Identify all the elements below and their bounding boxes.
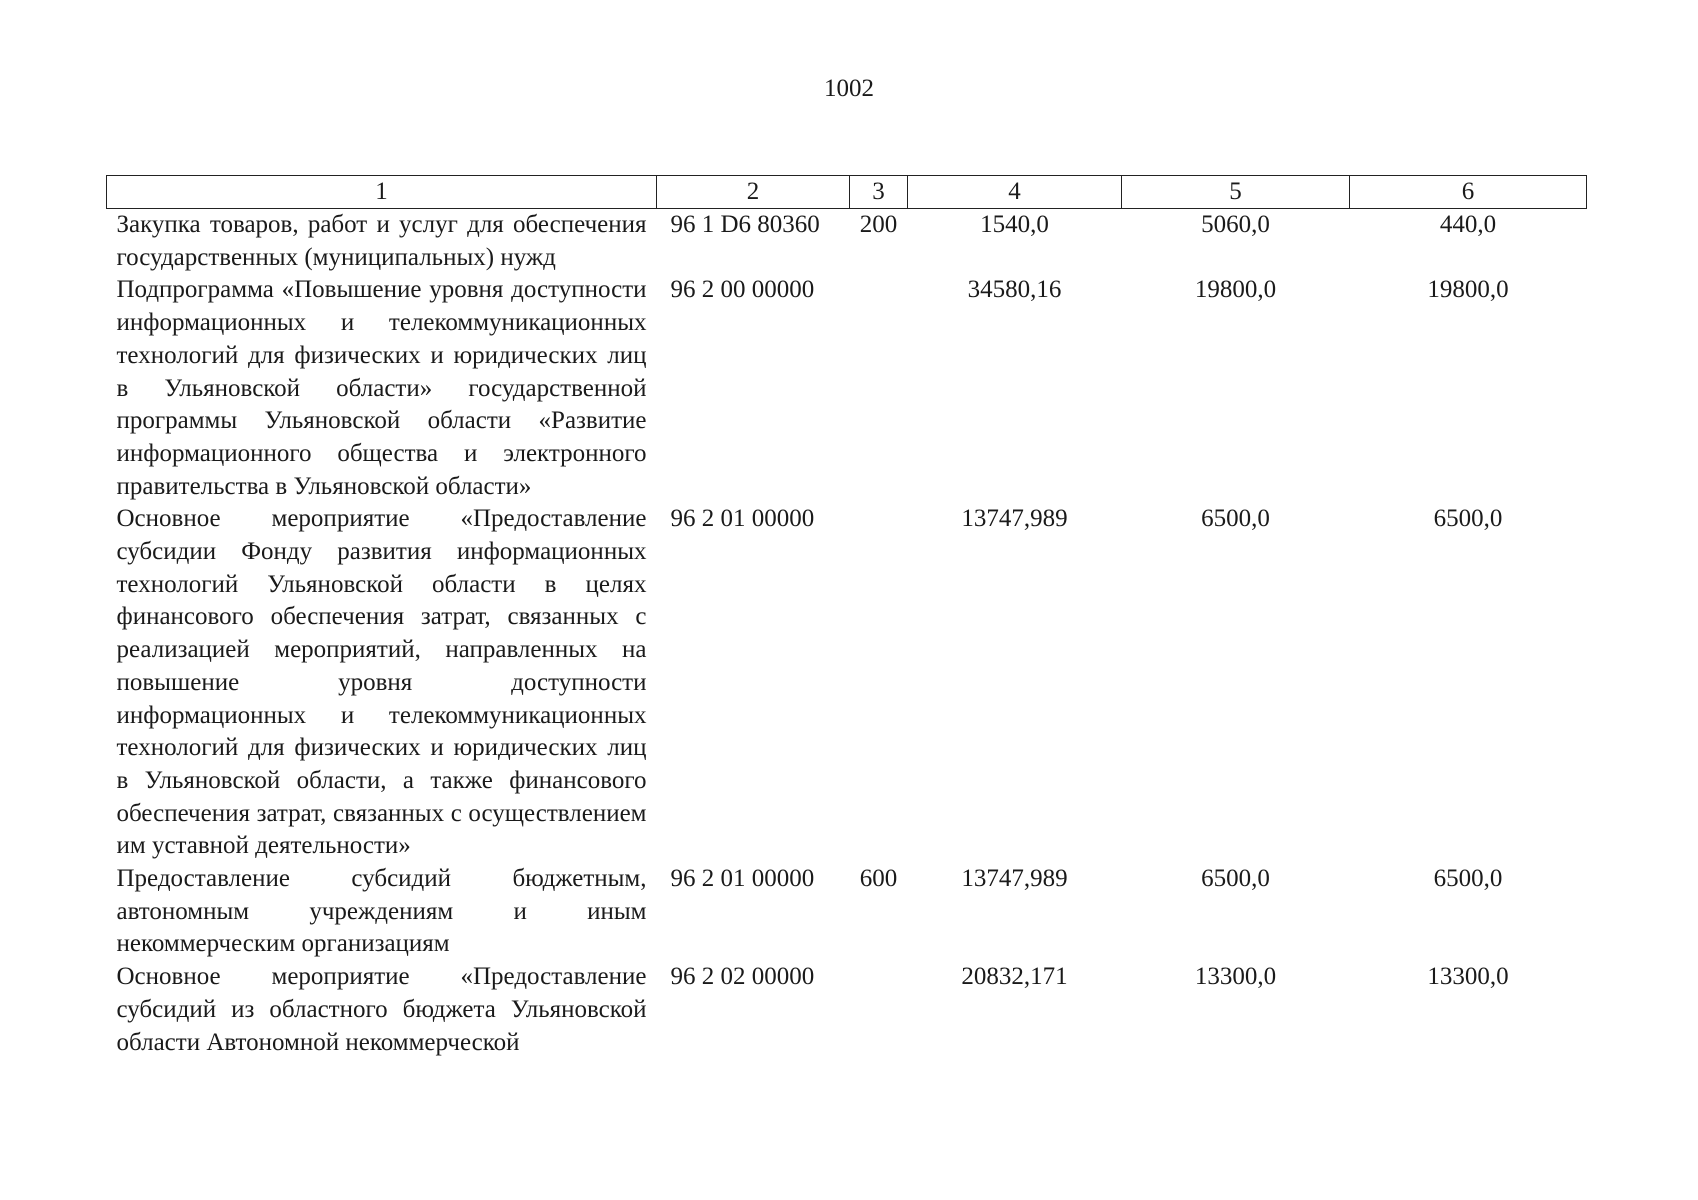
row-value-col5: 13300,0	[1194, 963, 1277, 991]
table-row	[107, 209, 1587, 275]
table-row	[107, 274, 1587, 503]
row-code: 96 2 00 00000	[670, 276, 815, 304]
table-header-row	[107, 176, 1587, 209]
row-expense-type	[850, 274, 908, 503]
row-value-col4: 34580,16	[967, 276, 1062, 304]
row-value-col6: 440,0	[1439, 211, 1497, 238]
row-value-col4: 13747,989	[961, 505, 1068, 533]
row-value-col5: 6500,0	[1201, 865, 1270, 893]
row-description: Закупка товаров, работ и услуг для обеспечения государственных (муниципальных) нужд	[116, 211, 647, 271]
row-value-col6: 13300,0	[1427, 963, 1509, 991]
row-expense-type	[850, 503, 908, 863]
row-code: 96 2 01 00000	[670, 505, 815, 533]
row-code: 96 2 01 00000	[670, 865, 815, 893]
row-code: 96 2 02 00000	[670, 963, 815, 991]
page-number: 1002	[824, 75, 874, 102]
table-row	[107, 961, 1587, 1059]
table-row	[107, 503, 1587, 863]
row-description: Основное мероприятие «Предоставление субсидий из областного бюджета Ульяновской области Автономной некоммерческой	[116, 963, 647, 1056]
row-value-col5: 6500,0	[1201, 505, 1270, 533]
row-description: Основное мероприятие «Предоставление субсидии Фонду развития информационных технологий Ульяновской области в целях финансового обеспечения затрат, связанных с реализацией мероприятий, направленных на повышение уровня доступности информационных и телекоммуникационных технологий для физических и юридических лиц в Ульяновской области, а также финансового обеспечения затрат, связанных с осуществлением им уставной деятельности»	[116, 505, 647, 860]
row-value-col5: 5060,0	[1201, 211, 1270, 238]
row-expense-type: 600	[859, 865, 898, 893]
row-value-col6: 19800,0	[1427, 276, 1509, 304]
row-value-col5: 19800,0	[1194, 276, 1277, 304]
column-header: 5	[1122, 176, 1350, 209]
row-expense-type: 200	[859, 211, 898, 238]
row-expense-type	[850, 961, 908, 1059]
budget-table	[106, 175, 1587, 1059]
column-header: 4	[908, 176, 1122, 209]
row-value-col4: 1540,0	[980, 211, 1049, 238]
row-value-col4: 20832,171	[961, 963, 1068, 991]
row-value-col6: 6500,0	[1433, 505, 1503, 533]
row-value-col4: 13747,989	[961, 865, 1068, 893]
row-description: Предоставление субсидий бюджетным, автономным учреждениям и иным некоммерческим организациям	[116, 865, 647, 958]
row-value-col6: 6500,0	[1433, 865, 1503, 893]
table-row	[107, 863, 1587, 961]
column-header: 6	[1350, 176, 1587, 209]
row-description: Подпрограмма «Повышение уровня доступности информационных и телекоммуникационных технологий для физических и юридических лиц в Ульяновской области» государственной программы Ульяновской области «Развитие информационного общества и электронного правительства в Ульяновской области»	[116, 276, 647, 500]
column-header: 3	[850, 176, 908, 209]
column-header: 2	[657, 176, 850, 209]
row-code: 96 1 D6 80360	[670, 211, 820, 238]
column-header: 1	[107, 176, 657, 209]
